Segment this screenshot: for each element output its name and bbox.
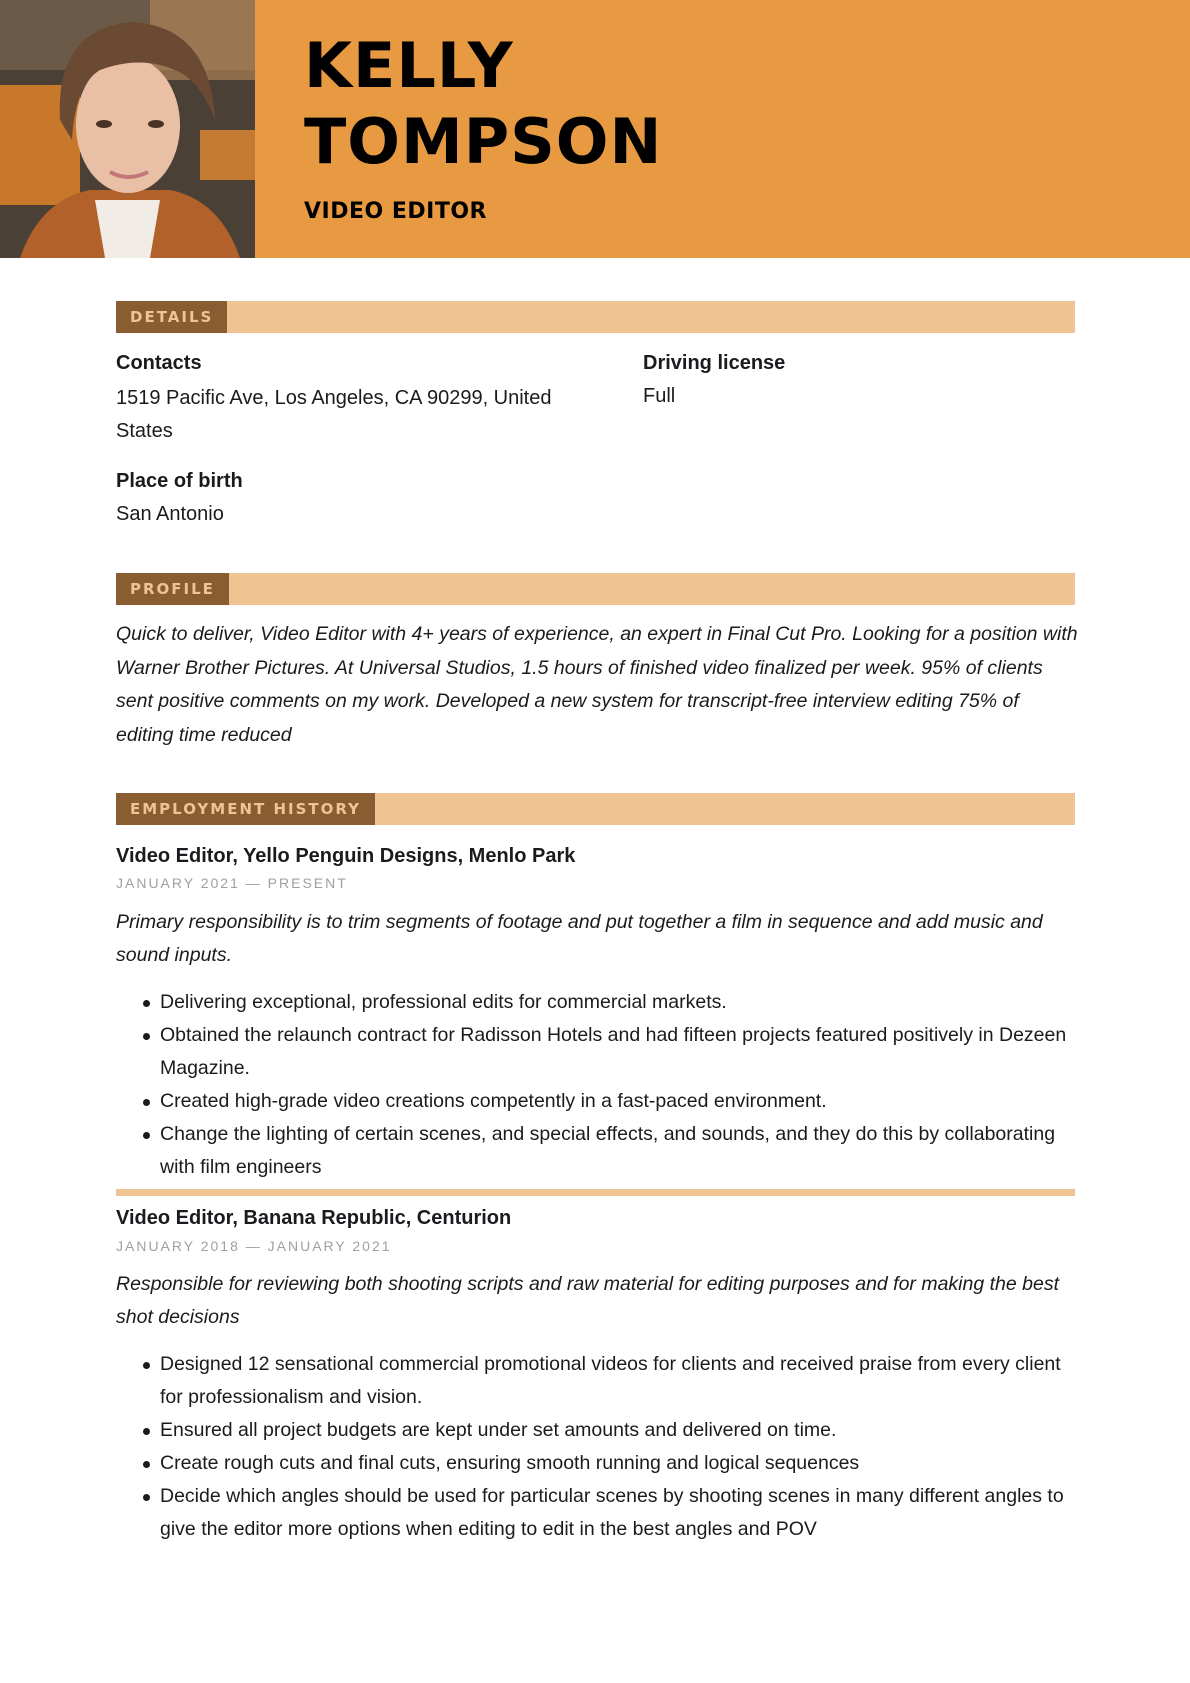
resume-header (0, 0, 1190, 258)
bullet-icon (143, 1132, 150, 1139)
bullet-icon (143, 1099, 150, 1106)
employment-section-bar (116, 793, 1075, 825)
contacts-address-line1: 1519 Pacific Ave, Los Angeles, CA 90299, United (116, 387, 552, 409)
birth-label: Place of birth (116, 470, 243, 492)
portrait-photo-icon (0, 0, 255, 258)
bullet-icon (143, 1033, 150, 1040)
job-title: Video Editor, Banana Republic, Centurion (116, 1207, 512, 1229)
job-bullet (160, 986, 1080, 1019)
bullet-icon (143, 1362, 150, 1369)
contacts-address-line2: States (116, 420, 173, 442)
job-bullet-text: Create rough cuts and final cuts, ensuring smooth running and logical sequences (160, 1452, 860, 1474)
job-bullet (160, 1348, 1080, 1414)
profile-photo (0, 0, 255, 258)
job-bullet-text: Obtained the relaunch contract for Radisson Hotels and had fifteen projects featured positively in Dezeen Magazine. (160, 1024, 1067, 1079)
details-section-label: DETAILS (116, 301, 227, 333)
job-bullet-text: Decide which angles should be used for particular scenes by shooting scenes in many different angles to give the editor more options when editing to edit in the best angles and POV (160, 1485, 1064, 1540)
job-bullet-text: Created high-grade video creations competently in a fast-paced environment. (160, 1090, 827, 1112)
bullet-icon (143, 1428, 150, 1435)
job-bullet-text: Designed 12 sensational commercial promotional videos for clients and received praise from every client for professionalism and vision. (160, 1353, 1061, 1408)
job-title: Video Editor, Yello Penguin Designs, Menlo Park (116, 845, 576, 867)
job-bullet-text: Ensured all project budgets are kept under set amounts and delivered on time. (160, 1419, 837, 1441)
candidate-name (304, 28, 662, 180)
license-label: Driving license (643, 352, 786, 374)
job-bullet (160, 1118, 1080, 1184)
profile-section-label: PROFILE (116, 573, 229, 605)
contacts-label: Contacts (116, 352, 202, 374)
job-bullet-text: Delivering exceptional, professional edits for commercial markets. (160, 991, 727, 1013)
job-description: Responsible for reviewing both shooting scripts and raw material for editing purposes and for making the best shot decisions (116, 1273, 1060, 1328)
job-dates: JANUARY 2018 — JANUARY 2021 (116, 1238, 392, 1254)
bullet-icon (143, 1494, 150, 1501)
job-bullet (160, 1019, 1080, 1085)
job-bullet (160, 1085, 1080, 1118)
job-bullet (160, 1447, 1080, 1480)
birth-value: San Antonio (116, 503, 224, 525)
bullet-icon (143, 1461, 150, 1468)
name-first: KELLY (304, 29, 514, 102)
job-bullet (160, 1414, 1080, 1447)
job-description: Primary responsibility is to trim segments of footage and put together a film in sequence and add music and sound inputs. (116, 911, 1043, 966)
job-dates: JANUARY 2021 — PRESENT (116, 875, 348, 891)
employment-section-label: EMPLOYMENT HISTORY (116, 793, 375, 825)
license-value: Full (643, 385, 676, 407)
job-bullet-list (160, 1348, 1080, 1546)
job-bullet-text: Change the lighting of certain scenes, and special effects, and sounds, and they do this by collaborating with film engineers (160, 1123, 1056, 1178)
job-divider (116, 1189, 1075, 1196)
job-bullet (160, 1480, 1080, 1546)
profile-summary: Quick to deliver, Video Editor with 4+ years of experience, an expert in Final Cut Pro. Looking for a position with Warner Brother Pictures. At Universal Studios, 1.5 hours of finished video finalized per week. 95% of clients sent positive comments on my work. Developed a new system for transcript-free interview editing 75% of editing time reduced (116, 623, 1078, 746)
name-last: TOMPSON (304, 105, 663, 178)
candidate-job-title: VIDEO EDITOR (304, 199, 487, 224)
job-bullet-list (160, 986, 1080, 1184)
bullet-icon (143, 1000, 150, 1007)
details-section-bar (116, 301, 1075, 333)
profile-section-bar (116, 573, 1075, 605)
